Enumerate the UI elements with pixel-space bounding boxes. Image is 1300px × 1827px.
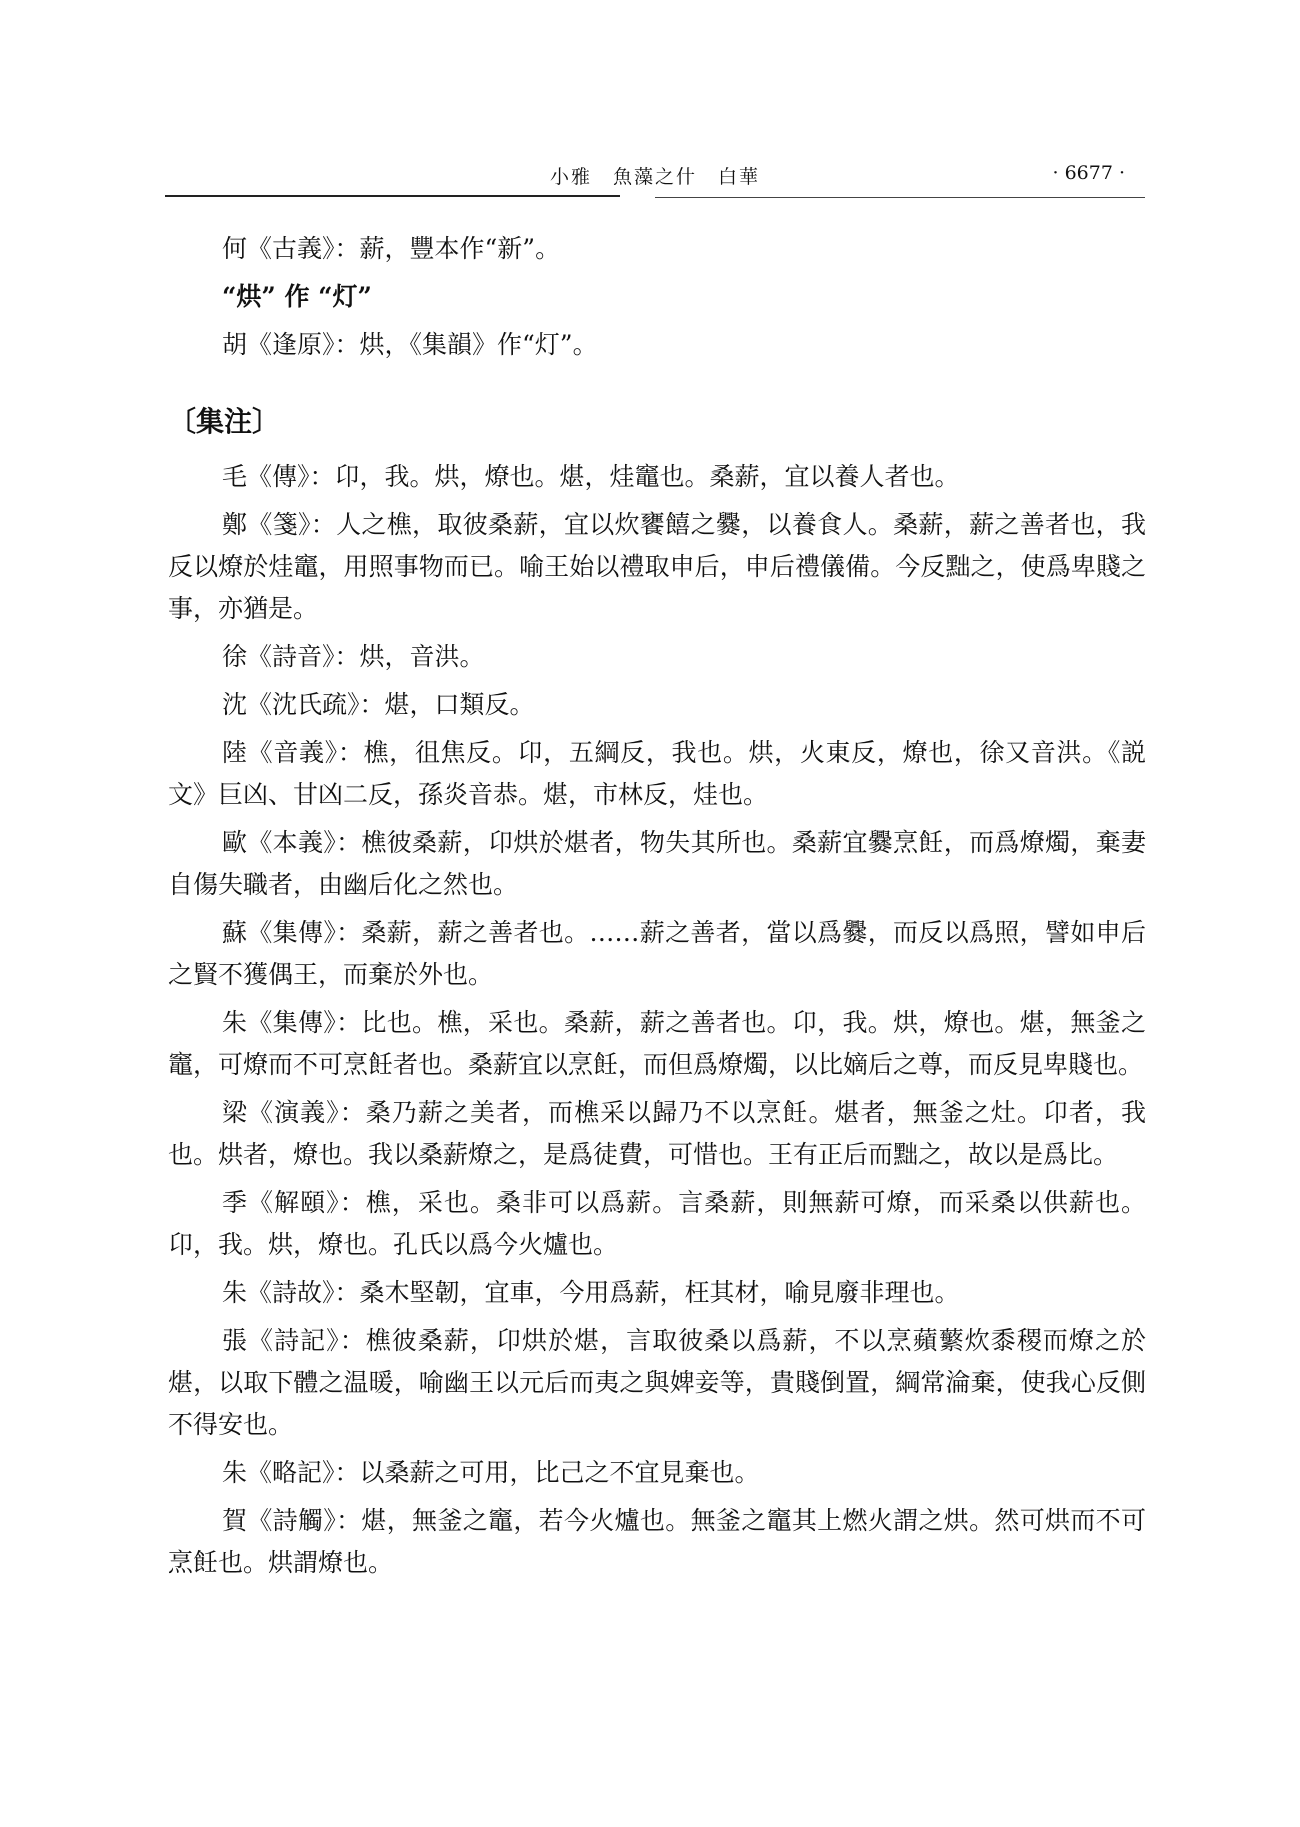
commentary-entry: 朱《略記》：以桑薪之可用，比己之不宜見棄也。 [222, 1458, 760, 1487]
commentary-entry: 沈《沈氏疏》：煁，口類反。 [222, 690, 535, 719]
textual-note: 胡《逢原》：烘，《集韻》作“灯”。 [222, 330, 598, 359]
running-title: 小雅 魚藻之什 白華 [550, 166, 761, 188]
commentary-entry: 季《解頤》：樵，采也。桑非可以爲薪。言桑薪，則無薪可燎，而采桑以供薪也。卬，我。烘，燎也。孔氏以爲今火爐也。 [168, 1188, 1146, 1259]
commentary-entry: 陸《音義》：樵，徂焦反。卬，五綱反，我也。烘，火東反，燎也，徐又音洪。《説文》巨凶、甘凶二反，孫炎音恭。煁，市林反，烓也。 [168, 738, 1146, 809]
header-rule-left [165, 195, 620, 197]
page-number: · 6677 · [1052, 162, 1125, 184]
commentary-entry: 梁《演義》：桑乃薪之美者，而樵采以歸乃不以烹飪。煁者，無釜之灶。卬者，我也。烘者，燎也。我以桑薪燎之，是爲徒費，可惜也。王有正后而黜之，故以是爲比。 [168, 1098, 1146, 1169]
commentary-entry: 張《詩記》：樵彼桑薪，卬烘於煁，言取彼桑以爲薪，不以烹蘋蘩炊黍稷而燎之於煁，以取下體之温暖，喻幽王以元后而夷之與婢妾等，貴賤倒置，綱常淪棄，使我心反側不得安也。 [168, 1326, 1146, 1439]
commentary-entry: 徐《詩音》：烘，音洪。 [222, 642, 485, 671]
section-title: 〔集注〕 [168, 405, 281, 438]
commentary-entry: 朱《詩故》：桑木堅韌，宜車，今用爲薪，枉其材，喻見廢非理也。 [222, 1278, 960, 1307]
commentary-entry: 歐《本義》：樵彼桑薪，卬烘於煁者，物失其所也。桑薪宜爨烹飪，而爲燎燭，棄妻自傷失職者，由幽后化之然也。 [168, 828, 1146, 899]
page-body [168, 228, 1146, 1590]
page-header [165, 158, 1145, 198]
commentary-entry: 賀《詩觸》：煁，無釜之竈，若今火爐也。無釜之竈其上燃火謂之烘。然可烘而不可烹飪也。烘謂燎也。 [168, 1506, 1146, 1577]
commentary-entry: 朱《集傳》：比也。樵，采也。桑薪，薪之善者也。卬，我。烘，燎也。煁，無釜之竈，可燎而不可烹飪者也。桑薪宜以烹飪，而但爲燎燭，以比嫡后之尊，而反見卑賤也。 [168, 1008, 1146, 1079]
textual-note: 何《古義》：薪，豐本作“新”。 [222, 234, 561, 263]
header-rule-right [655, 197, 1145, 198]
commentary-entry: 毛《傳》：卬，我。烘，燎也。煁，烓竈也。桑薪，宜以養人者也。 [222, 462, 960, 491]
variant-heading: “烘” 作 “灯” [222, 282, 372, 311]
commentary-entry: 蘇《集傳》：桑薪，薪之善者也。……薪之善者，當以爲爨，而反以爲照，譬如申后之賢不獲偶王，而棄於外也。 [168, 918, 1146, 989]
commentary-entry: 鄭《箋》：人之樵，取彼桑薪，宜以炊饔饎之爨，以養食人。桑薪，薪之善者也，我反以燎於烓竈，用照事物而已。喻王始以禮取申后，申后禮儀備。今反黜之，使爲卑賤之事，亦猶是。 [168, 510, 1146, 623]
